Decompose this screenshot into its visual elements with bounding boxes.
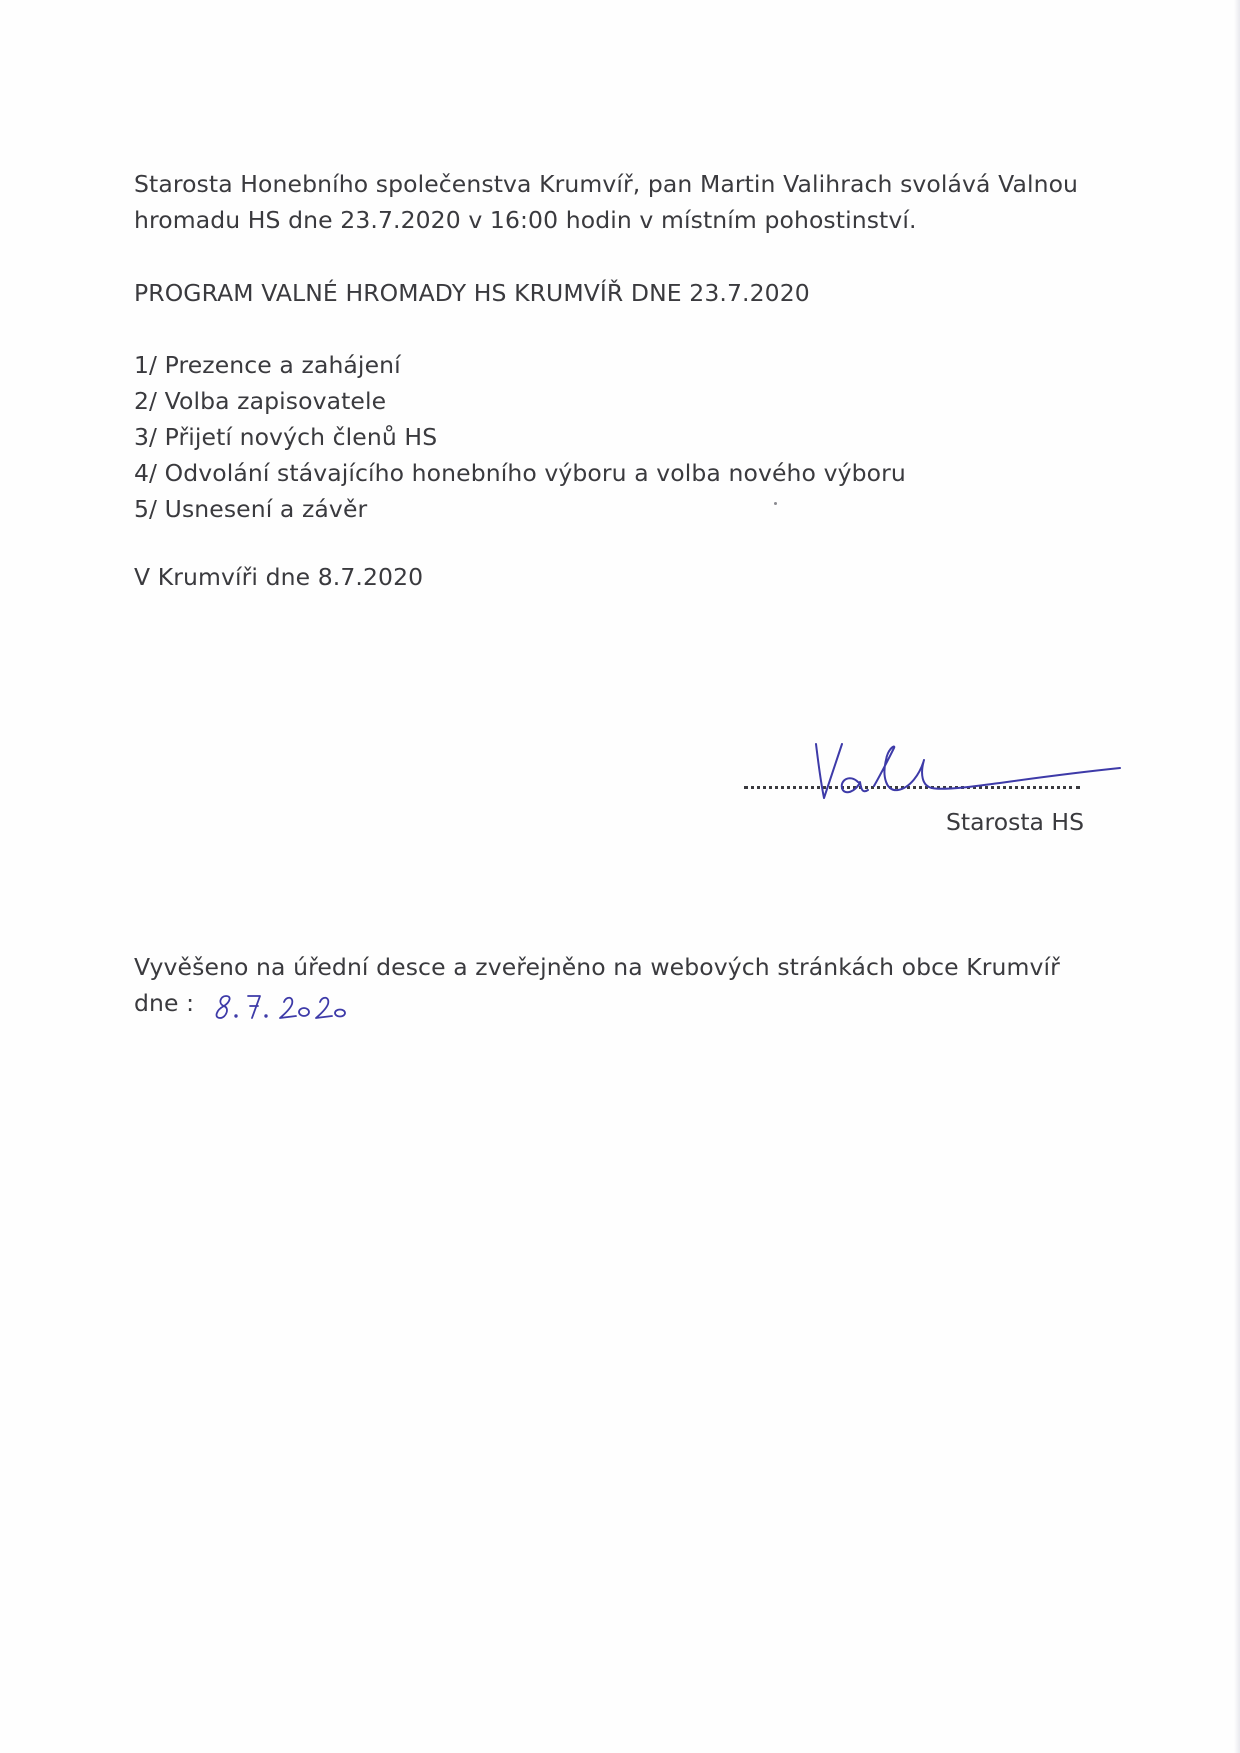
scan-edge-shadow: [1234, 0, 1240, 1753]
handwritten-signature: [802, 730, 1122, 810]
intro-line-2: hromadu HS dne 23.7.2020 v 16:00 hodin v místním pohostinství.: [134, 206, 917, 234]
agenda-item: 2/ Volba zapisovatele: [134, 387, 387, 415]
intro-paragraph: [134, 166, 1078, 238]
agenda-item: 4/ Odvolání stávajícího honebního výboru a volba nového výboru: [134, 459, 906, 487]
notice-line-2: [134, 985, 1060, 1022]
signature-block: [744, 730, 1084, 840]
intro-line-1: Starosta Honebního společenstva Krumvíř, pan Martin Valihrach svolává Valnou: [134, 170, 1079, 198]
notice-date-label: dne :: [134, 989, 195, 1017]
program-heading: PROGRAM VALNÉ HROMADY HS KRUMVÍŘ DNE 23.7.2020: [134, 279, 810, 307]
agenda-list: [134, 347, 906, 527]
agenda-item: 3/ Přijetí nových členů HS: [134, 423, 438, 451]
agenda-item: 5/ Usnesení a závěr: [134, 495, 368, 523]
scan-speck: [774, 502, 777, 505]
signature-caption: Starosta HS: [946, 808, 1084, 836]
handwritten-date: [212, 988, 362, 1022]
notice-paragraph: [134, 949, 1060, 1022]
place-and-date: V Krumvíři dne 8.7.2020: [134, 563, 424, 591]
agenda-item: 1/ Prezence a zahájení: [134, 351, 401, 379]
notice-line-1: Vyvěšeno na úřední desce a zveřejněno na webových stránkách obce Krumvíř: [134, 953, 1060, 981]
